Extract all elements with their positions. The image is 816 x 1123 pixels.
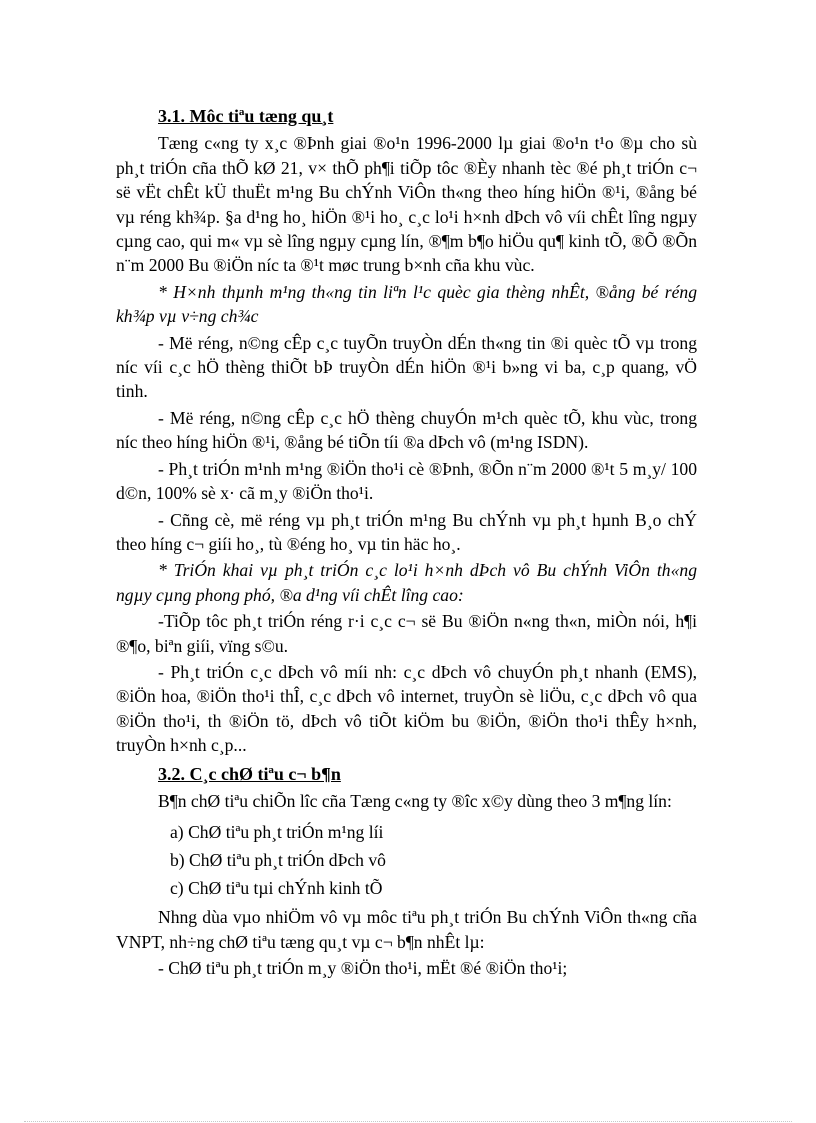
section-heading-3-2: 3.2. C¸c chØ tiªu c¬ b¶n [158, 763, 341, 784]
document-body [116, 104, 697, 983]
italic-point-services: * TriÓn khai vµ ph¸t triÓn c¸c lo¹i h×nh dÞch vô Bu chÝnh ViÔn th«ng ngµy cµng phong phó, ®a d¹ng víi chÊt lîng cao: [116, 560, 697, 605]
list-item: a) ChØ tiªu ph¸t triÓn m¹ng líi [170, 822, 384, 843]
bullet-transmission: - Më réng, n©ng cÊp c¸c tuyÕn truyÒn dÉn th«ng tin ®i quèc tÕ vµ trong níc víi c¸c hÖ thèng thiÕt bÞ truyÒn dÉn hiÖn ®¹i b»ng vi ba, c¸p quang, vÖ tinh. [116, 332, 697, 402]
bullet-postal: - Cñng cè, më réng vµ ph¸t triÓn m¹ng Bu chÝnh vµ ph¸t hµnh B¸o chÝ theo híng c¬ giíi ho¸, tù ®éng ho¸ vµ tin häc ho¸. [116, 509, 697, 554]
italic-point-network: * H×nh thµnh m¹ng th«ng tin liªn l¹c quèc gia thèng nhÊt, ®ång bé réng kh¾p vµ v÷ng ch¾c [116, 281, 697, 327]
indicator-list [116, 819, 697, 901]
bullet-rural: -TiÕp tôc ph¸t triÓn réng r·i c¸c c¬ së Bu ®iÖn n«ng th«n, miÒn nói, h¶i ®¶o, biªn giíi, vïng s©u. [116, 611, 697, 656]
bullet-new-services: - Ph¸t triÓn c¸c dÞch vô míi nh: c¸c dÞch vô chuyÓn ph¸t nhanh (EMS), ®iÖn hoa, ®iÖn tho¹i thÎ, c¸c dÞch vô internet, truyÒn sè liÖu, c¸c dÞch vô qua ®iÖn tho¹i, th ®iÖn tö, dÞch vô tiÕt kiÖm bu ®iÖn, ®iÖn tho¹i thÊy h×nh, truyÒn h×nh c¸p... [116, 661, 697, 756]
section-heading-3-1: 3.1. Môc tiªu tæng qu¸t [158, 106, 334, 126]
paragraph-overview: Tæng c«ng ty x¸c ®Þnh giai ®o¹n 1996-2000 lµ giai ®o¹n t¹o ®µ cho sù ph¸t triÓn cña thÕ kØ 21, v× thÕ ph¶i tiÕp tôc ®Èy nhanh tèc ®é ph¸t triÓn c¬ së vËt chÊt kÜ thuËt m¹ng Bu chÝnh ViÔn th«ng theo híng hiÖn ®¹i, ®ång bé vµ réng kh¾p. §a d¹ng ho¸ hiÖn ®¹i ho¸ c¸c lo¹i h×nh dÞch vô víi chÊt lîng ngµy cµng cao, qui m« vµ sè lîng ngµy cµng lín, ®¶m b¶o hiÖu qu¶ kinh tÕ, ®Õ ®Õn n¨m 2000 Bu ®iÖn níc ta ®¹t møc trung b×nh cña khu vùc. [116, 133, 697, 276]
bullet-switching: - Më réng, n©ng cÊp c¸c hÖ thèng chuyÓn m¹ch quèc tÕ, khu vùc, trong níc theo híng hiÖn ®¹i, ®ång bé tiÕn tíi ®a dÞch vô (m¹ng ISDN). [116, 407, 697, 453]
bullet-telephone: - Ph¸t triÓn m¹nh m¹ng ®iÖn tho¹i cè ®Þnh, ®Õn n¨m 2000 ®¹t 5 m¸y/ 100 d©n, 100% sè x· cã m¸y ®iÖn tho¹i. [116, 458, 697, 504]
paragraph-general-indicators: Nhng dùa vµo nhiÖm vô vµ môc tiªu ph¸t triÓn Bu chÝnh ViÔn th«ng cña VNPT, nh÷ng chØ tiªu tæng qu¸t vµ c¬ b¶n nhÊt lµ: [116, 907, 697, 952]
paragraph-indicators-intro: B¶n chØ tiªu chiÕn lîc cña Tæng c«ng ty ®îc x©y dùng theo 3 m¶ng lín: [158, 790, 672, 811]
bullet-phone-density: - ChØ tiªu ph¸t triÓn m¸y ®iÖn tho¹i, mËt ®é ®iÖn tho¹i; [158, 958, 568, 979]
page-bottom-divider [24, 1121, 792, 1122]
list-item: c) ChØ tiªu tµi chÝnh kinh tÕ [170, 878, 383, 899]
list-item: b) ChØ tiªu ph¸t triÓn dÞch vô [170, 850, 386, 871]
